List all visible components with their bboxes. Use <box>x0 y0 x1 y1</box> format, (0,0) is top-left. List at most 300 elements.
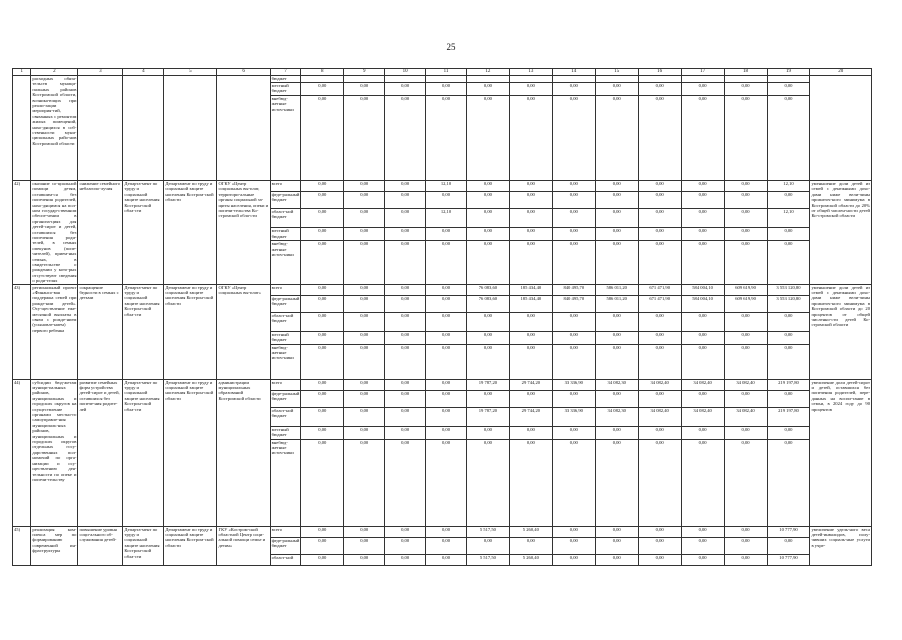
amount-cell: 34 082,40 <box>681 407 724 426</box>
col-header: 12 <box>466 69 509 76</box>
funding-source: внебюд-жетные источ-ники <box>270 439 301 526</box>
amount-cell: 76 083,60 <box>466 284 509 295</box>
amount-cell: 0,00 <box>344 537 385 554</box>
cell-c5: Департамент по труду и социальной защите населения Кострон-ской области <box>164 284 217 379</box>
amount-cell: 219 197,80 <box>767 379 810 390</box>
amount-cell: 0,00 <box>681 209 724 228</box>
amount-cell: 0,00 <box>509 191 552 208</box>
amount-cell: 0,00 <box>301 554 344 565</box>
amount-cell: 10 777,90 <box>767 526 810 537</box>
cell-c6 <box>217 75 270 180</box>
funding-source: област-ной бюджет <box>270 209 301 228</box>
amount-cell: 0,00 <box>681 331 724 344</box>
amount-cell <box>344 75 385 82</box>
col-header: 19 <box>767 69 810 76</box>
amount-cell: 0,00 <box>638 537 681 554</box>
amount-cell: 0,00 <box>681 82 724 95</box>
amount-cell: 0,00 <box>552 554 595 565</box>
amount-cell: 0,00 <box>426 191 467 208</box>
amount-cell: 0,00 <box>767 537 810 554</box>
amount-cell: 0,00 <box>466 312 509 331</box>
amount-cell: 219 197,80 <box>767 407 810 426</box>
amount-cell: 0,00 <box>767 439 810 526</box>
amount-cell: 0,00 <box>509 390 552 407</box>
amount-cell: 19 787,20 <box>466 379 509 390</box>
amount-cell: 671 471,90 <box>638 295 681 312</box>
amount-cell: 0,00 <box>301 209 344 228</box>
cell-c6: ГКУ «Костром-ской областной Центр соци-альной помощи семье и детям» <box>217 526 270 565</box>
amount-cell: 0,00 <box>426 426 467 439</box>
funding-source: феде-ральный бюджет <box>270 295 301 312</box>
amount-cell: 0,00 <box>595 228 638 241</box>
cell-c3: повышение уровня соци-ального об-служивания детей- <box>78 526 123 565</box>
amount-cell <box>301 75 344 82</box>
amount-cell: 0,00 <box>595 191 638 208</box>
amount-cell: 0,00 <box>681 344 724 379</box>
amount-cell: 0,00 <box>595 180 638 191</box>
cell-c5: Департамент по труду и социальной защите населения Костром-ской области <box>164 526 217 565</box>
amount-cell: 584 004,10 <box>681 284 724 295</box>
amount-cell: 0,00 <box>552 209 595 228</box>
expected-result <box>810 75 872 180</box>
amount-cell: 0,00 <box>301 344 344 379</box>
amount-cell: 185 434,40 <box>509 284 552 295</box>
amount-cell: 0,00 <box>385 379 426 390</box>
amount-cell: 0,00 <box>344 379 385 390</box>
amount-cell: 0,00 <box>638 526 681 537</box>
amount-cell: 0,00 <box>638 228 681 241</box>
funding-source: област-ной бюджет <box>270 407 301 426</box>
amount-cell <box>509 75 552 82</box>
cell-c5 <box>164 75 217 180</box>
row-number: 43) <box>13 284 31 379</box>
amount-cell: 0,00 <box>426 439 467 526</box>
amount-cell: 0,00 <box>552 241 595 284</box>
amount-cell: 34 082,40 <box>638 379 681 390</box>
amount-cell: 0,00 <box>767 95 810 180</box>
amount-cell: 33 336,90 <box>552 407 595 426</box>
amount-cell <box>595 75 638 82</box>
amount-cell: 0,00 <box>426 407 467 426</box>
amount-cell: 0,00 <box>344 312 385 331</box>
amount-cell: 609 619,90 <box>724 284 767 295</box>
amount-cell: 34 082,30 <box>595 407 638 426</box>
amount-cell: 0,00 <box>426 379 467 390</box>
cell-c3: развитие семейных форм устройства детей-сирот и детей, оставшихся без попече-ния родите-лей <box>78 379 123 526</box>
amount-cell: 0,00 <box>638 554 681 565</box>
amount-cell: 0,00 <box>301 426 344 439</box>
amount-cell: 0,00 <box>426 526 467 537</box>
amount-cell: 0,00 <box>385 526 426 537</box>
col-header: 15 <box>595 69 638 76</box>
cell-c6: ОГКУ «Центр социальных вы-плат» <box>217 284 270 379</box>
amount-cell <box>426 75 467 82</box>
funding-source: всего <box>270 284 301 295</box>
amount-cell: 0,00 <box>767 426 810 439</box>
amount-cell: 0,00 <box>301 95 344 180</box>
amount-cell: 0,00 <box>767 82 810 95</box>
amount-cell: 0,00 <box>509 537 552 554</box>
amount-cell: 0,00 <box>595 426 638 439</box>
amount-cell: 0,00 <box>344 426 385 439</box>
amount-cell: 0,00 <box>466 95 509 180</box>
amount-cell: 5 517,50 <box>466 554 509 565</box>
amount-cell: 0,00 <box>767 312 810 331</box>
amount-cell: 0,00 <box>344 95 385 180</box>
amount-cell: 0,00 <box>595 331 638 344</box>
cell-c3 <box>78 75 123 180</box>
amount-cell: 0,00 <box>466 344 509 379</box>
amount-cell: 0,00 <box>426 344 467 379</box>
amount-cell: 0,00 <box>344 191 385 208</box>
funding-source: всего <box>270 526 301 537</box>
amount-cell <box>724 75 767 82</box>
expected-result: увеличение удель-ного веса детей-инвалидов, полу-чивших социаль-ные услуги в учре- <box>810 526 872 565</box>
amount-cell: 0,00 <box>466 537 509 554</box>
amount-cell: 34 082,40 <box>638 407 681 426</box>
amount-cell: 0,00 <box>595 209 638 228</box>
cell-c3: сокращение бедности в семьях с детьми <box>78 284 123 379</box>
amount-cell: 840 495,70 <box>552 284 595 295</box>
cell-c4: Департа-мент по труду и социальной защите населения Кострон-ской обла-сти <box>123 526 164 565</box>
amount-cell <box>638 75 681 82</box>
amount-cell: 0,00 <box>724 312 767 331</box>
col-header: 7 <box>270 69 301 76</box>
amount-cell: 3 553 120,80 <box>767 284 810 295</box>
amount-cell: 0,00 <box>426 331 467 344</box>
funding-source: всего <box>270 379 301 390</box>
amount-cell: 0,00 <box>681 439 724 526</box>
amount-cell: 0,00 <box>466 426 509 439</box>
amount-cell: 0,00 <box>509 95 552 180</box>
amount-cell: 0,00 <box>385 82 426 95</box>
amount-cell: 0,00 <box>509 312 552 331</box>
amount-cell: 0,00 <box>552 537 595 554</box>
measure-name: реализация ком-плекса мер по формированию современной ин-фраструктуры <box>31 526 78 565</box>
amount-cell: 0,00 <box>344 554 385 565</box>
amount-cell: 0,00 <box>301 228 344 241</box>
amount-cell: 0,00 <box>552 439 595 526</box>
expected-result: уменьшение доли детей из семей с денежными дохо-дами ниже вели-чины прожиточ-ного минимума в Костромской области до 20 процентов от общей численно-сти детей Ко-стромской области <box>810 284 872 379</box>
amount-cell: 0,00 <box>301 82 344 95</box>
col-header: 10 <box>385 69 426 76</box>
amount-cell: 0,00 <box>344 180 385 191</box>
amount-cell: 0,00 <box>724 331 767 344</box>
amount-cell <box>681 75 724 82</box>
amount-cell: 0,00 <box>595 526 638 537</box>
amount-cell: 586 011,20 <box>595 284 638 295</box>
table-row <box>13 180 872 191</box>
amount-cell: 0,00 <box>344 295 385 312</box>
amount-cell: 0,00 <box>509 241 552 284</box>
row-number <box>13 75 31 180</box>
amount-cell: 0,00 <box>595 554 638 565</box>
amount-cell: 0,00 <box>552 344 595 379</box>
amount-cell: 0,00 <box>344 82 385 95</box>
amount-cell: 0,00 <box>767 241 810 284</box>
amount-cell: 0,00 <box>638 390 681 407</box>
amount-cell: 0,00 <box>385 191 426 208</box>
col-header: 16 <box>638 69 681 76</box>
amount-cell: 0,00 <box>681 312 724 331</box>
amount-cell: 0,00 <box>552 191 595 208</box>
amount-cell: 34 082,40 <box>681 379 724 390</box>
amount-cell: 0,00 <box>385 390 426 407</box>
amount-cell: 0,00 <box>426 95 467 180</box>
amount-cell: 0,00 <box>466 209 509 228</box>
amount-cell <box>767 75 810 82</box>
col-header: 4 <box>123 69 164 76</box>
table-row <box>13 379 872 390</box>
amount-cell: 0,00 <box>344 228 385 241</box>
amount-cell: 0,00 <box>385 407 426 426</box>
col-header: 6 <box>217 69 270 76</box>
amount-cell: 0,00 <box>595 241 638 284</box>
amount-cell: 29 744,20 <box>509 379 552 390</box>
amount-cell: 0,00 <box>552 390 595 407</box>
amount-cell: 0,00 <box>638 82 681 95</box>
col-header: 2 <box>31 69 78 76</box>
amount-cell: 0,00 <box>552 526 595 537</box>
measure-name: оказание со-циальной помощи детям, оставшим-ся без попечения родителей, нахо-дящимся на пол-ном государ-ственном обеспе-чении в организа-циях для детей-сирот и детей, оставшихся без попечения роди-телей, в семьях опекунов (попе-чителей), прием-ных семьях, в свидетельстве о рождении у кото-рых отсутствуют сведения о роди-телях <box>32 180 77 284</box>
funding-source: внебюд-жетные источ-ники <box>270 95 301 180</box>
amount-cell: 0,00 <box>724 390 767 407</box>
amount-cell: 0,00 <box>595 344 638 379</box>
table-row <box>13 284 872 295</box>
amount-cell: 0,00 <box>767 344 810 379</box>
amount-cell: 0,00 <box>344 344 385 379</box>
col-header: 5 <box>164 69 217 76</box>
amount-cell: 0,00 <box>767 331 810 344</box>
amount-cell: 0,00 <box>385 331 426 344</box>
amount-cell: 0,00 <box>385 241 426 284</box>
amount-cell: 0,00 <box>638 312 681 331</box>
expected-result: уменьшение доли детей из семей с денежными дохо-дами ниже вели-чины прожиточ-ного минимума в Костромской области до 20% от общей числен-ности детей Ко-стромской области <box>810 180 872 284</box>
amount-cell: 0,00 <box>426 390 467 407</box>
amount-cell: 0,00 <box>595 390 638 407</box>
amount-cell: 0,00 <box>681 228 724 241</box>
funding-source: бюджет <box>270 75 301 82</box>
amount-cell: 3 553 120,80 <box>767 295 810 312</box>
amount-cell: 34 082,40 <box>724 379 767 390</box>
funding-source: местный бюджет <box>270 426 301 439</box>
amount-cell: 0,00 <box>552 331 595 344</box>
amount-cell: 0,00 <box>301 537 344 554</box>
funding-source: внебюд-жетные источ-ники <box>270 241 301 284</box>
amount-cell: 0,00 <box>638 439 681 526</box>
amount-cell: 0,00 <box>595 82 638 95</box>
cell-c5: Департамент по труду и социальной защите населения Костром-ской области <box>164 180 217 284</box>
amount-cell: 609 619,90 <box>724 295 767 312</box>
cell-c6: администрации муниципальных образований Костромской области <box>217 379 270 526</box>
amount-cell: 0,00 <box>638 331 681 344</box>
amount-cell: 76 083,60 <box>466 295 509 312</box>
amount-cell: 0,00 <box>344 407 385 426</box>
cell-c4: Департа-мент по труду и социальной защите населения Кострон-ской обла-сти <box>123 379 164 526</box>
amount-cell: 0,00 <box>724 209 767 228</box>
amount-cell <box>466 75 509 82</box>
amount-cell: 0,00 <box>638 426 681 439</box>
amount-cell: 0,00 <box>466 390 509 407</box>
amount-cell: 0,00 <box>426 228 467 241</box>
amount-cell: 19 787,20 <box>466 407 509 426</box>
amount-cell: 0,00 <box>301 295 344 312</box>
row-number: 44) <box>13 379 31 526</box>
amount-cell: 0,00 <box>301 241 344 284</box>
amount-cell: 0,00 <box>724 537 767 554</box>
amount-cell: 0,00 <box>344 331 385 344</box>
funding-source: внебюд-жетные источ-ники <box>270 344 301 379</box>
amount-cell: 0,00 <box>509 180 552 191</box>
expected-result: увеличение доли детей-сирот и детей, оставшихся без попечения родителей, пере-данных на воспи-тание в семьи, в 2024 году до 90 процентов <box>810 379 872 526</box>
col-header: 18 <box>724 69 767 76</box>
amount-cell: 12,10 <box>426 209 467 228</box>
amount-cell: 0,00 <box>466 191 509 208</box>
amount-cell: 0,00 <box>595 312 638 331</box>
amount-cell: 0,00 <box>344 241 385 284</box>
amount-cell: 0,00 <box>426 554 467 565</box>
amount-cell: 0,00 <box>767 191 810 208</box>
amount-cell: 0,00 <box>724 241 767 284</box>
amount-cell: 10 777,90 <box>767 554 810 565</box>
amount-cell: 0,00 <box>724 426 767 439</box>
cell-c4 <box>123 75 164 180</box>
funding-source: феде-ральный бюджет <box>270 537 301 554</box>
amount-cell: 0,00 <box>426 82 467 95</box>
amount-cell: 0,00 <box>724 554 767 565</box>
col-header: 14 <box>552 69 595 76</box>
amount-cell: 0,00 <box>301 191 344 208</box>
amount-cell: 0,00 <box>344 526 385 537</box>
amount-cell: 0,00 <box>724 191 767 208</box>
amount-cell: 0,00 <box>385 537 426 554</box>
amount-cell: 0,00 <box>681 426 724 439</box>
amount-cell: 0,00 <box>385 95 426 180</box>
col-header: 11 <box>426 69 467 76</box>
amount-cell: 0,00 <box>681 537 724 554</box>
amount-cell: 0,00 <box>638 241 681 284</box>
amount-cell: 0,00 <box>385 344 426 379</box>
amount-cell: 0,00 <box>638 344 681 379</box>
col-header: 17 <box>681 69 724 76</box>
amount-cell: 0,00 <box>426 312 467 331</box>
amount-cell: 0,00 <box>426 295 467 312</box>
amount-cell: 0,00 <box>724 95 767 180</box>
cell-c4: Департа-мент по труду и социальной защите населения Кострон-ской обла-сти <box>123 284 164 379</box>
amount-cell: 0,00 <box>767 228 810 241</box>
amount-cell: 0,00 <box>552 312 595 331</box>
amount-cell: 0,00 <box>466 180 509 191</box>
amount-cell: 12,10 <box>767 180 810 191</box>
amount-cell: 0,00 <box>681 180 724 191</box>
amount-cell: 0,00 <box>385 180 426 191</box>
measure-name: региональный проект «Финансо-вая поддержка семей при рожде-нии детей». Осу-ществление еже-месячной выплаты в связи с рожде-нием (усыновле-нием) первого ребенка <box>31 284 78 379</box>
amount-cell: 34 082,30 <box>595 379 638 390</box>
amount-cell: 0,00 <box>509 426 552 439</box>
amount-cell: 0,00 <box>638 209 681 228</box>
amount-cell: 0,00 <box>681 191 724 208</box>
amount-cell: 0,00 <box>301 180 344 191</box>
amount-cell: 185 434,40 <box>509 295 552 312</box>
amount-cell: 840 495,70 <box>552 295 595 312</box>
amount-cell: 0,00 <box>509 209 552 228</box>
amount-cell: 0,00 <box>681 554 724 565</box>
amount-cell: 0,00 <box>509 439 552 526</box>
amount-cell: 0,00 <box>466 82 509 95</box>
amount-cell: 0,00 <box>466 439 509 526</box>
amount-cell: 5 517,50 <box>466 526 509 537</box>
amount-cell: 0,00 <box>385 209 426 228</box>
amount-cell: 0,00 <box>509 228 552 241</box>
amount-cell: 671 471,90 <box>638 284 681 295</box>
amount-cell: 0,00 <box>552 180 595 191</box>
amount-cell: 34 082,40 <box>724 407 767 426</box>
amount-cell: 12,10 <box>426 180 467 191</box>
funding-source: всего <box>270 180 301 191</box>
amount-cell: 0,00 <box>681 241 724 284</box>
cell-c4: Департа-мент по труду и социальной защите населения Кострон-ской обла-сти <box>123 180 164 284</box>
funding-source: феде-ральный бюджет <box>270 390 301 407</box>
amount-cell: 0,00 <box>344 439 385 526</box>
amount-cell: 0,00 <box>681 95 724 180</box>
amount-cell: 0,00 <box>638 191 681 208</box>
amount-cell: 0,00 <box>595 537 638 554</box>
amount-cell: 0,00 <box>344 284 385 295</box>
amount-cell: 0,00 <box>595 439 638 526</box>
amount-cell: 0,00 <box>426 241 467 284</box>
cell-c3: снижение семейного неблагопо-лучия <box>78 180 123 284</box>
amount-cell: 0,00 <box>301 407 344 426</box>
amount-cell: 0,00 <box>301 379 344 390</box>
amount-cell: 0,00 <box>509 331 552 344</box>
amount-cell: 0,00 <box>426 284 467 295</box>
funding-source: местный бюджет <box>270 82 301 95</box>
amount-cell: 0,00 <box>385 554 426 565</box>
amount-cell: 0,00 <box>724 439 767 526</box>
row-number: 42) <box>13 180 31 284</box>
amount-cell: 0,00 <box>301 331 344 344</box>
amount-cell: 29 744,20 <box>509 407 552 426</box>
amount-cell: 0,00 <box>595 95 638 180</box>
amount-cell: 0,00 <box>466 241 509 284</box>
amount-cell: 0,00 <box>344 209 385 228</box>
col-header: 9 <box>344 69 385 76</box>
program-table <box>12 68 872 566</box>
page-number: 25 <box>446 42 456 52</box>
amount-cell: 584 004,10 <box>681 295 724 312</box>
amount-cell: 0,00 <box>724 228 767 241</box>
table-row <box>13 75 872 82</box>
funding-source: феде-ральный бюджет <box>270 191 301 208</box>
amount-cell: 0,00 <box>681 390 724 407</box>
amount-cell: 586 011,20 <box>595 295 638 312</box>
table-row <box>13 526 872 537</box>
amount-cell: 0,00 <box>301 312 344 331</box>
col-header: 13 <box>509 69 552 76</box>
col-header: 20 <box>810 69 872 76</box>
amount-cell <box>552 75 595 82</box>
funding-source: област-ной бюджет <box>270 312 301 331</box>
amount-cell: 0,00 <box>385 284 426 295</box>
amount-cell: 0,00 <box>301 284 344 295</box>
amount-cell: 0,00 <box>385 312 426 331</box>
funding-source: местный бюджет <box>270 228 301 241</box>
col-header: 1 <box>13 69 31 76</box>
amount-cell: 0,00 <box>385 228 426 241</box>
col-header: 3 <box>78 69 123 76</box>
amount-cell: 0,00 <box>385 426 426 439</box>
funding-source: област-ной <box>270 554 301 565</box>
